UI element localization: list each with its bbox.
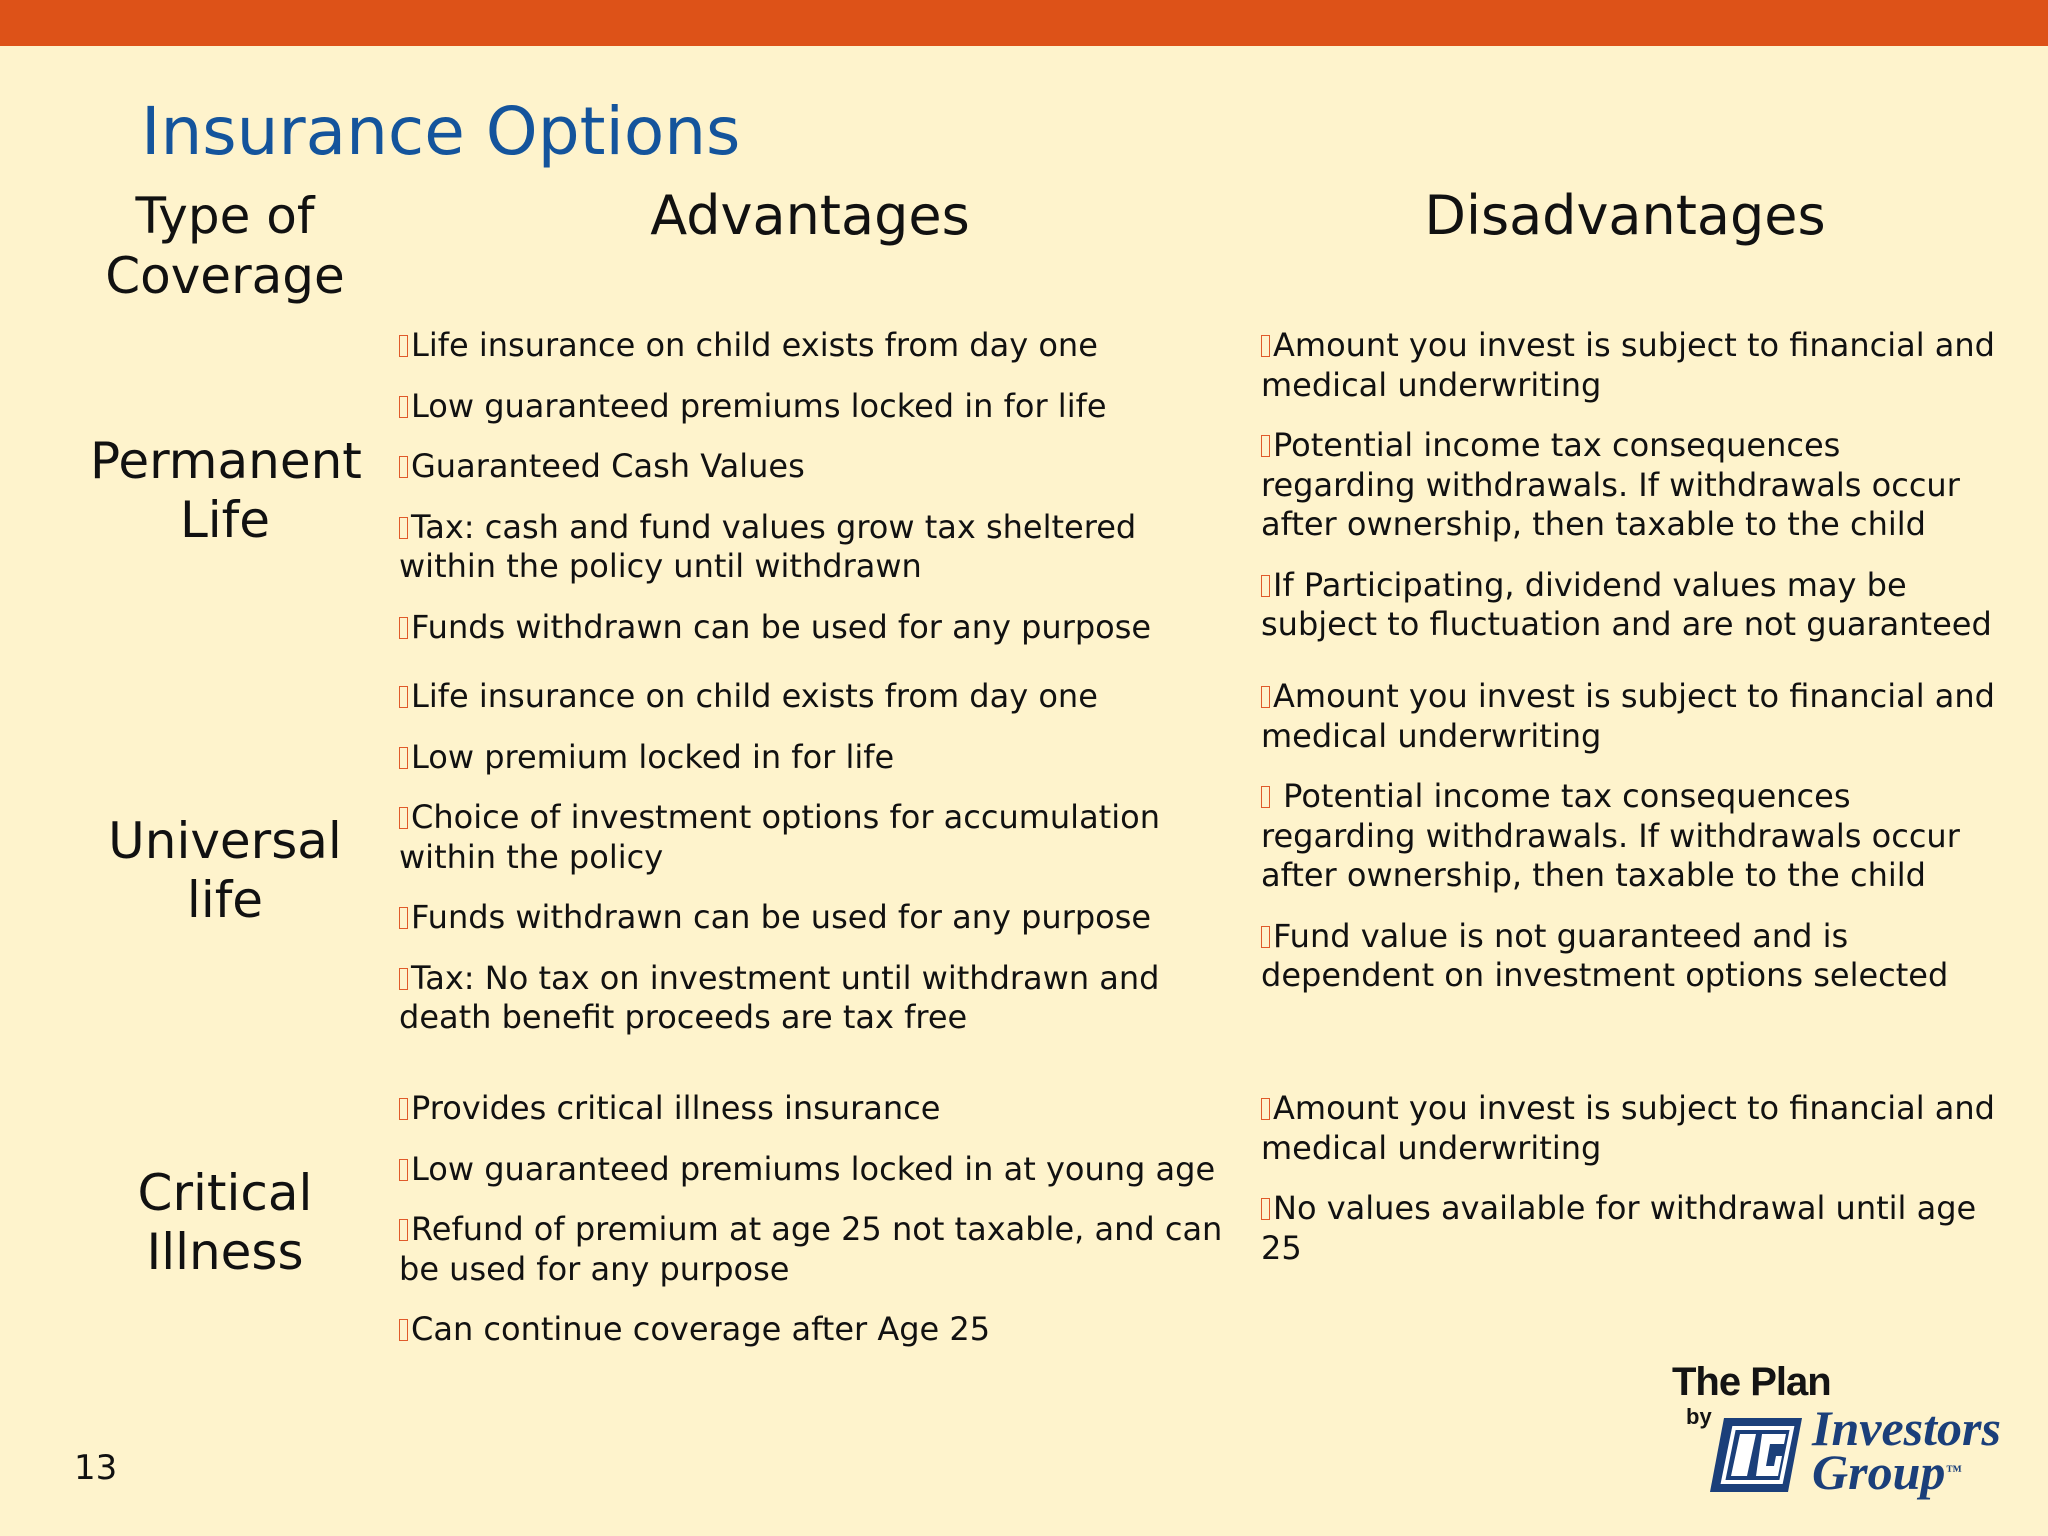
bullet-icon bbox=[1261, 926, 1270, 948]
universal-life-advantages-list bbox=[399, 677, 1229, 1038]
list-item bbox=[1261, 426, 2001, 545]
bullet-icon bbox=[399, 1159, 408, 1181]
logo-brand-line1: Investors bbox=[1812, 1400, 2001, 1456]
list-item-text: Low guaranteed premiums locked in at young age bbox=[411, 1149, 1216, 1188]
list-item bbox=[1261, 326, 2001, 405]
header-advantages: Advantages bbox=[650, 184, 970, 247]
list-item bbox=[1261, 1089, 2001, 1168]
logo-plan-text: The Plan bbox=[1672, 1360, 1831, 1404]
list-item-text: Funds withdrawn can be used for any purpose bbox=[411, 898, 1152, 936]
list-item-text: Life insurance on child exists from day one bbox=[411, 677, 1098, 715]
logo-brand-line2-text: Group bbox=[1812, 1444, 1946, 1500]
list-item-text: Potential income tax consequences regarding withdrawals. If withdrawals occur after ownership, then taxable to the child bbox=[1261, 777, 1960, 894]
bullet-icon bbox=[1261, 1198, 1270, 1220]
ig-logo-mark-icon bbox=[1710, 1414, 1802, 1496]
logo-by-text: by bbox=[1686, 1404, 1712, 1429]
list-item-text: Fund value is not guaranteed and is dependent on investment options selected bbox=[1261, 916, 1949, 994]
header-type-line2: Coverage bbox=[105, 247, 345, 305]
list-item-text: Provides critical illness insurance bbox=[411, 1089, 941, 1127]
coverage-label-line1: Critical bbox=[137, 1164, 313, 1222]
list-item bbox=[399, 1310, 1229, 1350]
list-item bbox=[399, 1150, 1229, 1190]
page-number: 13 bbox=[74, 1448, 118, 1488]
bullet-icon bbox=[399, 456, 408, 478]
list-item-text: Amount you invest is subject to financial and medical underwriting bbox=[1261, 1089, 1995, 1167]
bullet-icon bbox=[399, 1219, 408, 1241]
list-item bbox=[399, 1089, 1229, 1129]
permanent-life-advantages-list bbox=[399, 326, 1229, 647]
list-item-text: Amount you invest is subject to financial and medical underwriting bbox=[1261, 677, 1995, 755]
header-type-of-coverage bbox=[90, 186, 360, 306]
bullet-icon bbox=[399, 517, 408, 539]
list-item bbox=[399, 898, 1229, 938]
bullet-icon bbox=[399, 335, 408, 357]
list-item bbox=[1261, 917, 2001, 996]
list-item-text: If Participating, dividend values may be subject to fluctuation and are not guaranteed bbox=[1261, 565, 1992, 643]
logo-brand-name bbox=[1812, 1400, 2001, 1500]
list-item-text: Tax: cash and fund values grow tax sheltered within the policy until withdrawn bbox=[399, 507, 1137, 585]
bullet-icon bbox=[399, 1098, 408, 1120]
list-item-text: No values available for withdrawal until age 25 bbox=[1261, 1189, 1977, 1267]
critical-illness-disadvantages-list bbox=[1261, 1089, 2001, 1268]
coverage-label-line1: Universal bbox=[108, 812, 342, 870]
list-item-text: Tax: No tax on investment until withdrawn and death benefit proceeds are tax free bbox=[399, 958, 1160, 1036]
page-title: Insurance Options bbox=[141, 93, 741, 170]
coverage-label-line2: Illness bbox=[146, 1223, 304, 1281]
trademark-mark: ™ bbox=[1945, 1463, 1962, 1480]
list-item-text: Amount you invest is subject to financial and medical underwriting bbox=[1261, 326, 1995, 404]
critical-illness-advantages-list bbox=[399, 1089, 1229, 1350]
list-item-text: Potential income tax consequences regarding withdrawals. If withdrawals occur after ownership, then taxable to the child bbox=[1261, 426, 1960, 543]
bullet-icon bbox=[399, 907, 408, 929]
bullet-icon bbox=[399, 747, 408, 769]
bullet-icon bbox=[399, 968, 408, 990]
list-item-text: Low premium locked in for life bbox=[411, 737, 895, 776]
list-item-text: Low guaranteed premiums locked in for life bbox=[411, 386, 1107, 425]
bullet-icon bbox=[399, 1319, 408, 1341]
bullet-icon bbox=[1261, 435, 1270, 457]
header-disadvantages: Disadvantages bbox=[1424, 184, 1826, 247]
bullet-icon bbox=[1261, 335, 1270, 357]
bullet-icon bbox=[1261, 686, 1270, 708]
list-item bbox=[399, 508, 1229, 587]
list-item bbox=[399, 959, 1229, 1038]
investors-group-logo bbox=[1668, 1358, 2028, 1508]
list-item bbox=[399, 798, 1229, 877]
list-item-text: Funds withdrawn can be used for any purpose bbox=[411, 607, 1152, 646]
coverage-label-line2: Life bbox=[179, 491, 271, 549]
list-item bbox=[399, 1210, 1229, 1289]
bullet-icon bbox=[399, 686, 408, 708]
coverage-critical-illness bbox=[90, 1164, 360, 1282]
list-item bbox=[399, 447, 1229, 487]
list-item bbox=[1261, 777, 2001, 896]
list-item-text: Choice of investment options for accumulation within the policy bbox=[399, 798, 1160, 876]
bullet-icon bbox=[399, 617, 408, 639]
universal-life-disadvantages-list bbox=[1261, 677, 2001, 996]
bullet-icon bbox=[1261, 575, 1270, 597]
list-item bbox=[399, 677, 1229, 717]
bullet-icon bbox=[399, 396, 408, 418]
bullet-icon bbox=[1261, 1098, 1270, 1120]
list-item bbox=[1261, 677, 2001, 756]
coverage-universal-life bbox=[90, 812, 360, 930]
coverage-permanent-life bbox=[90, 432, 360, 550]
bullet-icon bbox=[399, 807, 408, 829]
permanent-life-disadvantages-list bbox=[1261, 326, 2001, 645]
list-item bbox=[399, 326, 1229, 366]
list-item bbox=[1261, 1189, 2001, 1268]
bullet-icon bbox=[1261, 786, 1270, 808]
list-item bbox=[399, 738, 1229, 778]
list-item bbox=[399, 387, 1229, 427]
top-accent-bar bbox=[0, 0, 2048, 46]
coverage-label-line2: life bbox=[186, 871, 264, 929]
list-item-text: Life insurance on child exists from day one bbox=[411, 326, 1098, 364]
list-item-text: Can continue coverage after Age 25 bbox=[411, 1310, 991, 1348]
logo-brand-line2 bbox=[1812, 1444, 2001, 1500]
header-type-line1: Type of bbox=[135, 187, 315, 245]
list-item bbox=[399, 608, 1229, 648]
list-item-text: Refund of premium at age 25 not taxable, and can be used for any purpose bbox=[399, 1210, 1223, 1288]
list-item bbox=[1261, 566, 2001, 645]
coverage-label-line1: Permanent bbox=[90, 432, 362, 490]
list-item-text: Guaranteed Cash Values bbox=[411, 447, 805, 485]
